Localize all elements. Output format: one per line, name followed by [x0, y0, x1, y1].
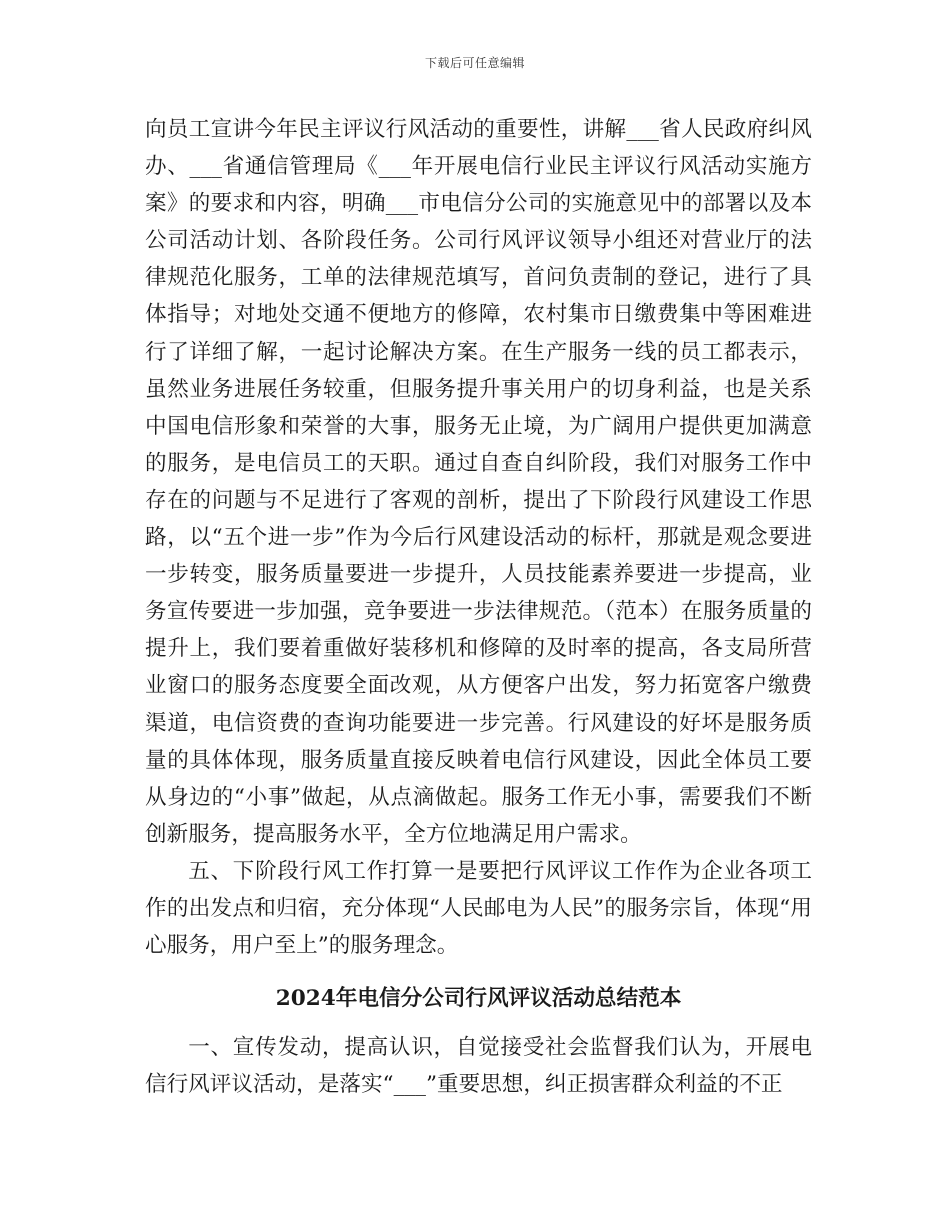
- body-paragraph-3: 一、宣传发动，提高认识，自觉接受社会监督我们认为，开展电信行风评议活动，是落实“___”重要思想，纠正损害群众利益的不正: [145, 1035, 812, 1098]
- document-title: 2024年电信分公司行风评议活动总结范本: [275, 986, 682, 1012]
- body-paragraph-1: 向员工宣讲今年民主评议行风活动的重要性，讲解___省人民政府纠风办、___省通信管理局《___年开展电信行业民主评议行风活动实施方案》的要求和内容，明确___市电信分公司的实施意见中的部署以及本公司活动计划、各阶段任务。公司行风评议领导小组还对营业厅的法律规范化服务，工单的法律规范填写，首问负责制的登记，进行了具体指导；对地处交通不便地方的修障，农村集市日缴费集中等困难进行了详细了解，一起讨论解决方案。在生产服务一线的员工都表示，虽然业务进展任务较重，但服务提升事关用户的切身利益，也是关系中国电信形象和荣誉的大事，服务无止境，为广阔用户提供更加满意的服务，是电信员工的天职。通过自查自纠阶段，我们对服务工作中存在的问题与不足进行了客观的剖析，提出了下阶段行风建设工作思路，以“五个进一步”作为今后行风建设活动的标杆，那就是观念要进一步转变，服务质量要进一步提升，人员技能素养要进一步提高，业务宣传要进一步加强，竞争要进一步法律规范。（范本）在服务质量的提升上，我们要着重做好装移机和修障的及时率的提高，各支局所营业窗口的服务态度要全面改观，从方便客户出发，努力拓宽客户缴费渠道，电信资费的查询功能要进一步完善。行风建设的好坏是服务质量的具体体现，服务质量直接反映着电信行风建设，因此全体员工要从身边的“小事”做起，从点滴做起。服务工作无小事，需要我们不断创新服务，提高服务水平，全方位地满足用户需求。: [145, 117, 812, 847]
- header-note: 下载后可任意编辑: [424, 56, 525, 70]
- document-body: [145, 111, 812, 1103]
- body-paragraph-2: 五、下阶段行风工作打算一是要把行风评议工作作为企业各项工作的出发点和归宿，充分体现“人民邮电为人民”的服务宗旨，体现“用心服务，用户至上”的服务理念。: [145, 858, 812, 959]
